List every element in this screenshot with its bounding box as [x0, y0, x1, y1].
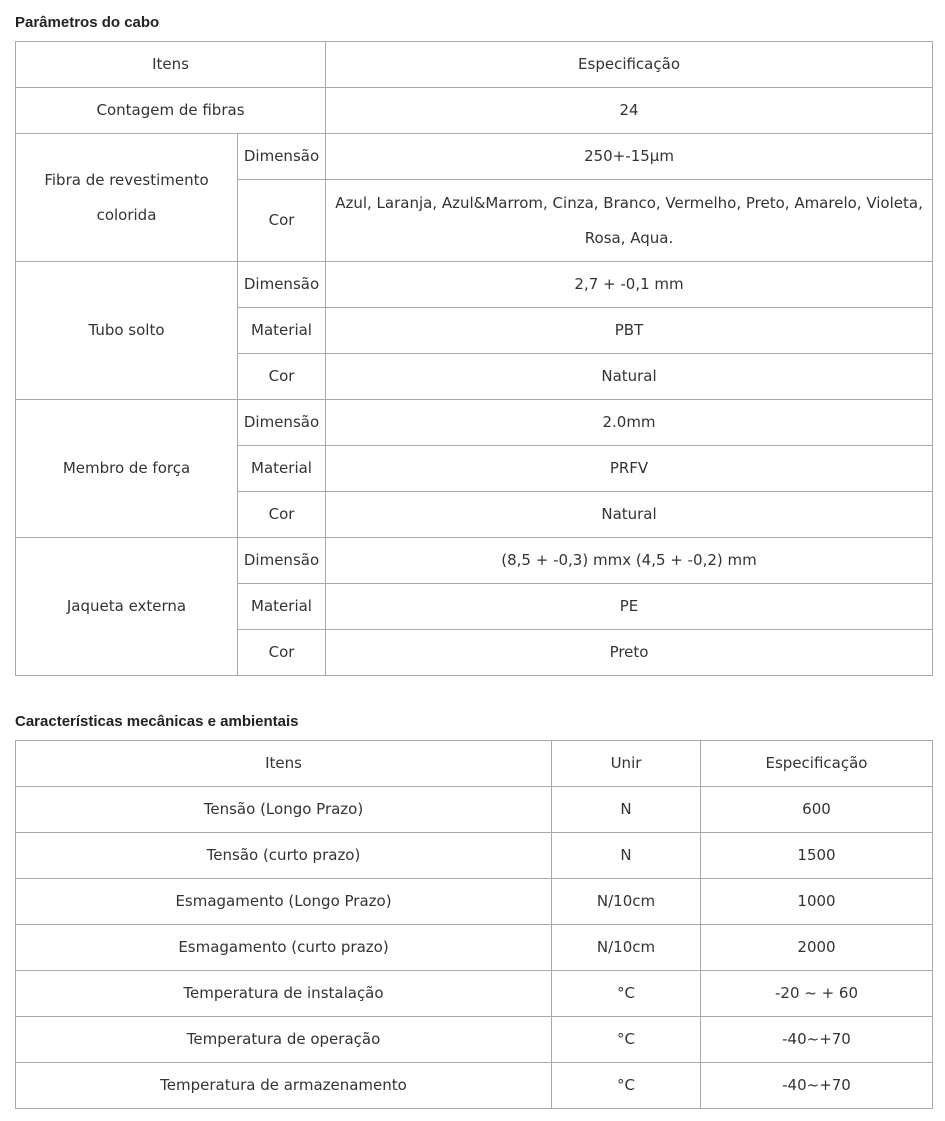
table-row: [16, 538, 933, 584]
cable-params-title: Parâmetros do cabo: [15, 14, 160, 31]
table-header-row: [16, 42, 933, 88]
row-unit: N/10cm: [552, 925, 701, 971]
attr-value: Natural: [326, 492, 933, 538]
row-item: Temperatura de instalação: [16, 971, 552, 1017]
row-item: Tensão (Longo Prazo): [16, 787, 552, 833]
row-item: Tensão (curto prazo): [16, 833, 552, 879]
row-spec: -20 ~ + 60: [701, 971, 933, 1017]
attr-value: PBT: [326, 308, 933, 354]
row-spec: 1000: [701, 879, 933, 925]
attr-label: Dimensão: [238, 400, 326, 446]
row-item: Esmagamento (Longo Prazo): [16, 879, 552, 925]
attr-label: Material: [238, 584, 326, 630]
row-unit: N: [552, 833, 701, 879]
row-spec: 1500: [701, 833, 933, 879]
attr-label: Dimensão: [238, 262, 326, 308]
group-name: Membro de força: [16, 400, 238, 538]
group-name: Fibra de revestimento colorida: [16, 134, 238, 262]
attr-value: 2,7 + -0,1 mm: [326, 262, 933, 308]
attr-value: 2.0mm: [326, 400, 933, 446]
table-row: [16, 833, 933, 879]
attr-label: Material: [238, 446, 326, 492]
mechanical-title: Características mecânicas e ambientais: [15, 713, 299, 730]
table-header-row: [16, 741, 933, 787]
row-item: Temperatura de operação: [16, 1017, 552, 1063]
table-row: [16, 787, 933, 833]
header-items: Itens: [16, 741, 552, 787]
table-row: [16, 134, 933, 180]
attr-value: PRFV: [326, 446, 933, 492]
table-row: [16, 400, 933, 446]
table-row: [16, 879, 933, 925]
row-item: Esmagamento (curto prazo): [16, 925, 552, 971]
row-unit: °C: [552, 1017, 701, 1063]
row-unit: N: [552, 787, 701, 833]
row-spec: -40~+70: [701, 1063, 933, 1109]
header-spec: Especificação: [701, 741, 933, 787]
attr-label: Dimensão: [238, 538, 326, 584]
attr-label: Material: [238, 308, 326, 354]
table-row: [16, 262, 933, 308]
fiber-count-label: Contagem de fibras: [16, 88, 326, 134]
table-row: [16, 88, 933, 134]
row-unit: °C: [552, 971, 701, 1017]
attr-value: 250+-15μm: [326, 134, 933, 180]
table-row: [16, 925, 933, 971]
attr-label: Dimensão: [238, 134, 326, 180]
header-items: Itens: [16, 42, 326, 88]
table-row: [16, 1017, 933, 1063]
table-row: [16, 1063, 933, 1109]
row-unit: °C: [552, 1063, 701, 1109]
attr-value: Azul, Laranja, Azul&Marrom, Cinza, Branco, Vermelho, Preto, Amarelo, Violeta, Rosa, Aqua.: [326, 180, 933, 262]
attr-value: (8,5 + -0,3) mmx (4,5 + -0,2) mm: [326, 538, 933, 584]
attr-value: Natural: [326, 354, 933, 400]
attr-label: Cor: [238, 354, 326, 400]
fiber-count-value: 24: [326, 88, 933, 134]
row-spec: 2000: [701, 925, 933, 971]
attr-label: Cor: [238, 630, 326, 676]
row-unit: N/10cm: [552, 879, 701, 925]
mechanical-table: [15, 740, 933, 1109]
group-name: Jaqueta externa: [16, 538, 238, 676]
attr-value: PE: [326, 584, 933, 630]
group-name: Tubo solto: [16, 262, 238, 400]
attr-label: Cor: [238, 492, 326, 538]
cable-params-table: [15, 41, 933, 676]
row-spec: 600: [701, 787, 933, 833]
row-spec: -40~+70: [701, 1017, 933, 1063]
attr-label: Cor: [238, 180, 326, 262]
row-item: Temperatura de armazenamento: [16, 1063, 552, 1109]
table-row: [16, 971, 933, 1017]
attr-value: Preto: [326, 630, 933, 676]
header-unit: Unir: [552, 741, 701, 787]
header-spec: Especificação: [326, 42, 933, 88]
